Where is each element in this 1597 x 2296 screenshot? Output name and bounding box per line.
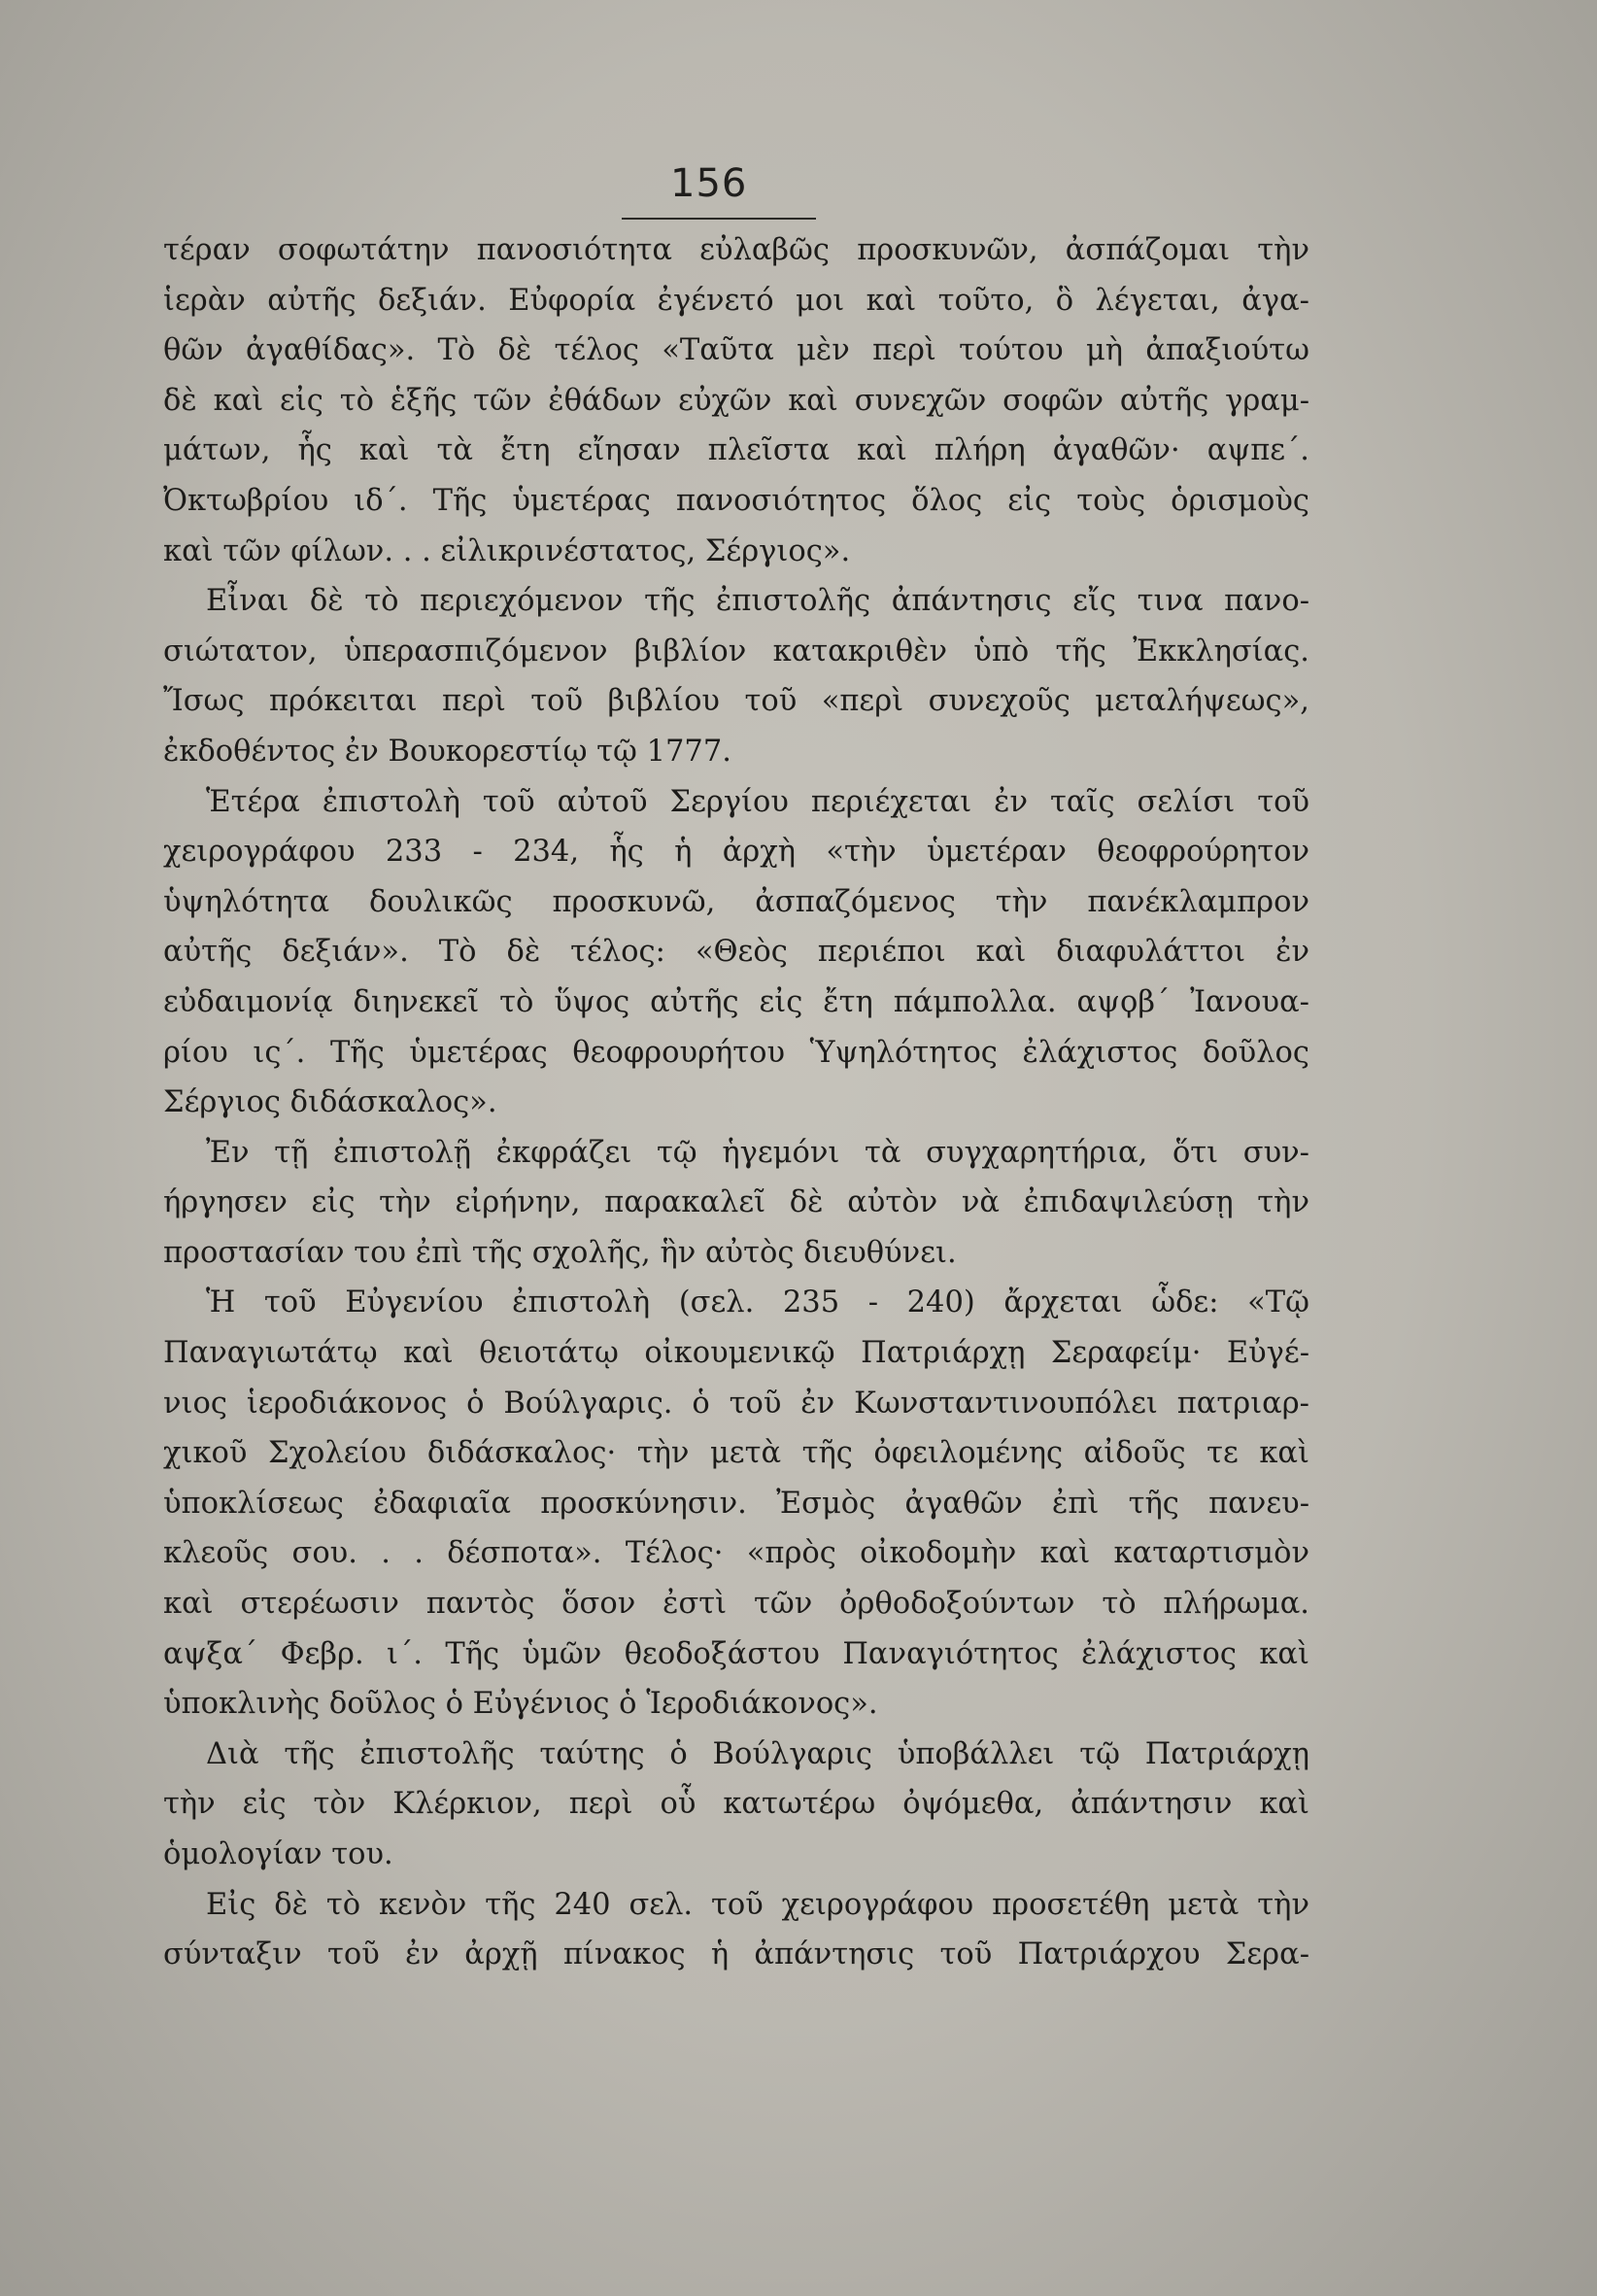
text-line: ὑποκλινὴς δοῦλος ὁ Εὐγένιος ὁ Ἱεροδιάκονος». [163,1687,878,1722]
text-line: τὴν εἰς τὸν Κλέρκιον, περὶ οὗ κατωτέρω ὀψόμεθα, ἀπάντησιν καὶ [163,1787,1309,1822]
text-line: Ὀκτωβρίου ιδ΄. Τῆς ὑμετέρας πανοσιότητος ὅλος εἰς τοὺς ὁρισμοὺς [163,483,1309,518]
text-line: χειρογράφου 233 - 234, ἧς ἡ ἀρχὴ «τὴν ὑμετέραν θεοφρούρητον [163,835,1309,870]
text-line: αὐτῆς δεξιάν». Τὸ δὲ τέλος: «Θεὸς περιέποι καὶ διαφυλάττοι ἐν [163,935,1309,970]
text-line: τέραν σοφωτάτην πανοσιότητα εὐλαβῶς προσκυνῶν, ἀσπάζομαι τὴν [163,233,1309,267]
text-line: Εἶναι δὲ τὸ περιεχόμενον τῆς ἐπιστολῆς ἀπάντησις εἴς τινα πανο- [206,584,1309,619]
text-line: αψξα΄ Φεβρ. ι΄. Τῆς ὑμῶν θεοδοξάστου Παναγιότητος ἐλάχιστος καὶ [163,1636,1309,1671]
text-line: σύνταξιν τοῦ ἐν ἀρχῇ πίνακος ἡ ἀπάντησις τοῦ Πατριάρχου Σερα- [163,1937,1309,1972]
text-line: Σέργιος διδάσκαλος». [163,1085,497,1120]
text-line: νιος ἱεροδιάκονος ὁ Βούλγαρις. ὁ τοῦ ἐν Κωνσταντινουπόλει πατριαρ- [163,1386,1309,1421]
text-line: εὐδαιμονίᾳ διηνεκεῖ τὸ ὕψος αὐτῆς εἰς ἔτη πάμπολλα. αψϙβ΄ Ἰανουα- [163,984,1309,1019]
text-line: καὶ τῶν φίλων. . . εἰλικρινέστατος, Σέργιος». [163,533,851,568]
text-line: καὶ στερέωσιν παντὸς ὅσον ἐστὶ τῶν ὀρθοδοξούντων τὸ πλήρωμα. [163,1587,1309,1622]
text-line: Ἴσως πρόκειται περὶ τοῦ βιβλίου τοῦ «περὶ συνεχοῦς μεταλήψεως», [163,684,1309,719]
text-line: Παναγιωτάτῳ καὶ θειοτάτῳ οἰκουμενικῷ Πατριάρχῃ Σεραφείμ· Εὐγέ- [163,1336,1309,1371]
body-text [163,225,1309,1980]
header-rule [622,218,816,220]
text-line: προστασίαν του ἐπὶ τῆς σχολῆς, ἣν αὐτὸς διευθύνει. [163,1235,957,1270]
page-number: 156 [670,161,748,206]
text-line: Ἑτέρα ἐπιστολὴ τοῦ αὐτοῦ Σεργίου περιέχεται ἐν ταῖς σελίσι τοῦ [206,784,1309,819]
text-line: Εἰς δὲ τὸ κενὸν τῆς 240 σελ. τοῦ χειρογράφου προσετέθη μετὰ τὴν [206,1887,1309,1922]
text-line: ρίου ις΄. Τῆς ὑμετέρας θεοφρουρήτου Ὑψηλότητος ἐλάχιστος δοῦλος [163,1035,1309,1070]
text-line: χικοῦ Σχολείου διδάσκαλος· τὴν μετὰ τῆς ὀφειλομένης αἰδοῦς τε καὶ [163,1436,1309,1471]
text-line: ἐκδοθέντος ἐν Βουκορεστίῳ τῷ 1777. [163,734,731,769]
text-line: ὑψηλότητα δουλικῶς προσκυνῶ, ἀσπαζόμενος τὴν πανέκλαμπρον [163,884,1309,919]
text-line: θῶν ἀγαθίδας». Τὸ δὲ τέλος «Ταῦτα μὲν περὶ τούτου μὴ ἀπαξιούτω [163,333,1309,368]
text-line: μάτων, ἧς καὶ τὰ ἔτη εἴησαν πλεῖστα καὶ πλήρη ἀγαθῶν· αψπε΄. [163,433,1309,468]
text-line: ἱερὰν αὐτῆς δεξιάν. Εὐφορία ἐγένετό μοι καὶ τοῦτο, ὃ λέγεται, ἀγα- [163,283,1309,318]
text-line: Ἡ τοῦ Εὐγενίου ἐπιστολὴ (σελ. 235 - 240) ἄρχεται ὧδε: «Τῷ [206,1285,1309,1320]
text-line: δὲ καὶ εἰς τὸ ἑξῆς τῶν ἐθάδων εὐχῶν καὶ συνεχῶν σοφῶν αὐτῆς γραμ- [163,383,1309,418]
text-line: ὑποκλίσεως ἐδαφιαῖα προσκύνησιν. Ἐσμὸς ἀγαθῶν ἐπὶ τῆς πανευ- [163,1486,1309,1521]
text-line: Διὰ τῆς ἐπιστολῆς ταύτης ὁ Βούλγαρις ὑποβάλλει τῷ Πατριάρχῃ [206,1736,1309,1771]
text-line: ὁμολογίαν του. [163,1837,393,1871]
text-line: κλεοῦς σου. . . δέσποτα». Τέλος· «πρὸς οἰκοδομὴν καὶ καταρτισμὸν [163,1536,1309,1571]
text-line: ήργησεν εἰς τὴν εἰρήνην, παρακαλεῖ δὲ αὐτὸν νὰ ἐπιδαψιλεύσῃ τὴν [163,1185,1309,1220]
text-line: Ἐν τῇ ἐπιστολῇ ἐκφράζει τῷ ἡγεμόνι τὰ συγχαρητήρια, ὅτι συν- [206,1135,1309,1170]
text-line: σιώτατον, ὑπερασπιζόμενον βιβλίον κατακριθὲν ὑπὸ τῆς Ἐκκλησίας. [163,634,1309,668]
